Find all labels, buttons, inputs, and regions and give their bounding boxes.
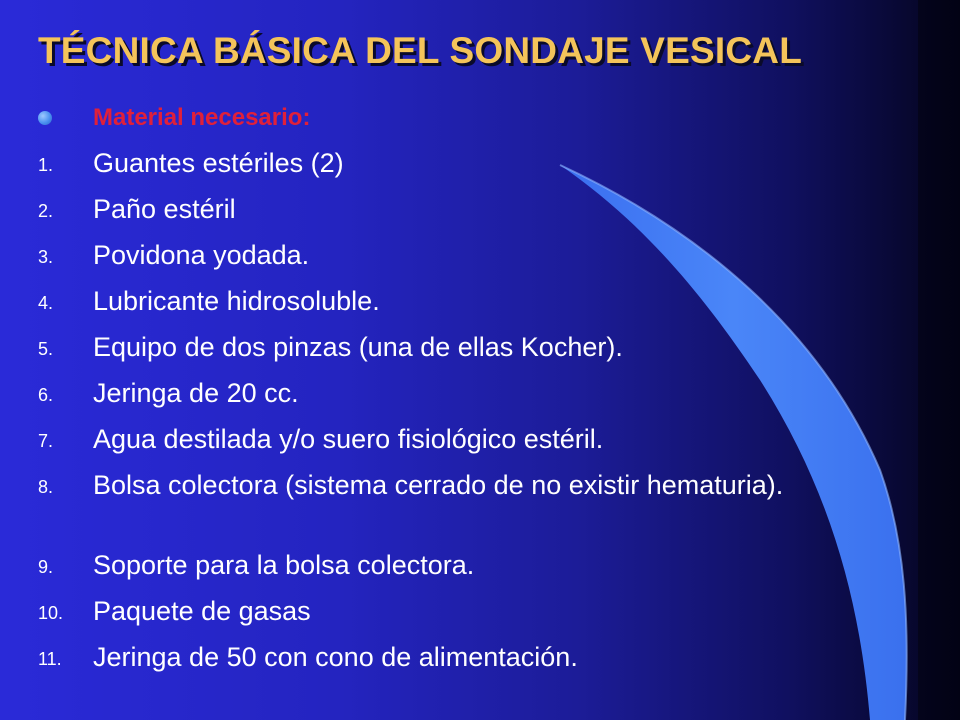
list-item-number: 10. — [38, 603, 64, 623]
list-item-number: 9. — [38, 557, 54, 577]
material-heading-text: Material necesario: — [93, 104, 311, 131]
list-item-text: Paquete de gasas — [93, 596, 311, 626]
list-item-text: Agua destilada y/o suero fisiológico estéril. — [93, 424, 604, 454]
list-item-number: 5. — [38, 339, 54, 359]
list-item-number: 4. — [38, 293, 54, 313]
list-item-text: Lubricante hidrosoluble. — [93, 286, 380, 316]
list-item-text: Paño estéril — [93, 194, 236, 224]
slide-title: TÉCNICA BÁSICA DEL SONDAJE VESICAL — [38, 30, 803, 71]
list-item-number: 2. — [38, 201, 54, 221]
list-item-text: Jeringa de 20 cc. — [93, 378, 299, 408]
list-item-number: 7. — [38, 431, 54, 451]
list-item-number: 6. — [38, 385, 54, 405]
list-item-text: Povidona yodada. — [93, 240, 310, 270]
list-item-text: Soporte para la bolsa colectora. — [93, 550, 475, 580]
list-item-number: 8. — [38, 477, 54, 497]
list-item-text: Guantes estériles (2) — [93, 148, 344, 178]
list-item-text: Jeringa de 50 con cono de alimentación. — [93, 642, 578, 672]
list-item-number: 11. — [38, 649, 62, 669]
list-item-text: Bolsa colectora (sistema cerrado de no existir hematuria). — [93, 470, 784, 500]
list-item-text: Equipo de dos pinzas (una de ellas Kocher). — [93, 332, 623, 362]
list-item-number: 1. — [38, 155, 54, 175]
list-item-number: 3. — [38, 247, 54, 267]
